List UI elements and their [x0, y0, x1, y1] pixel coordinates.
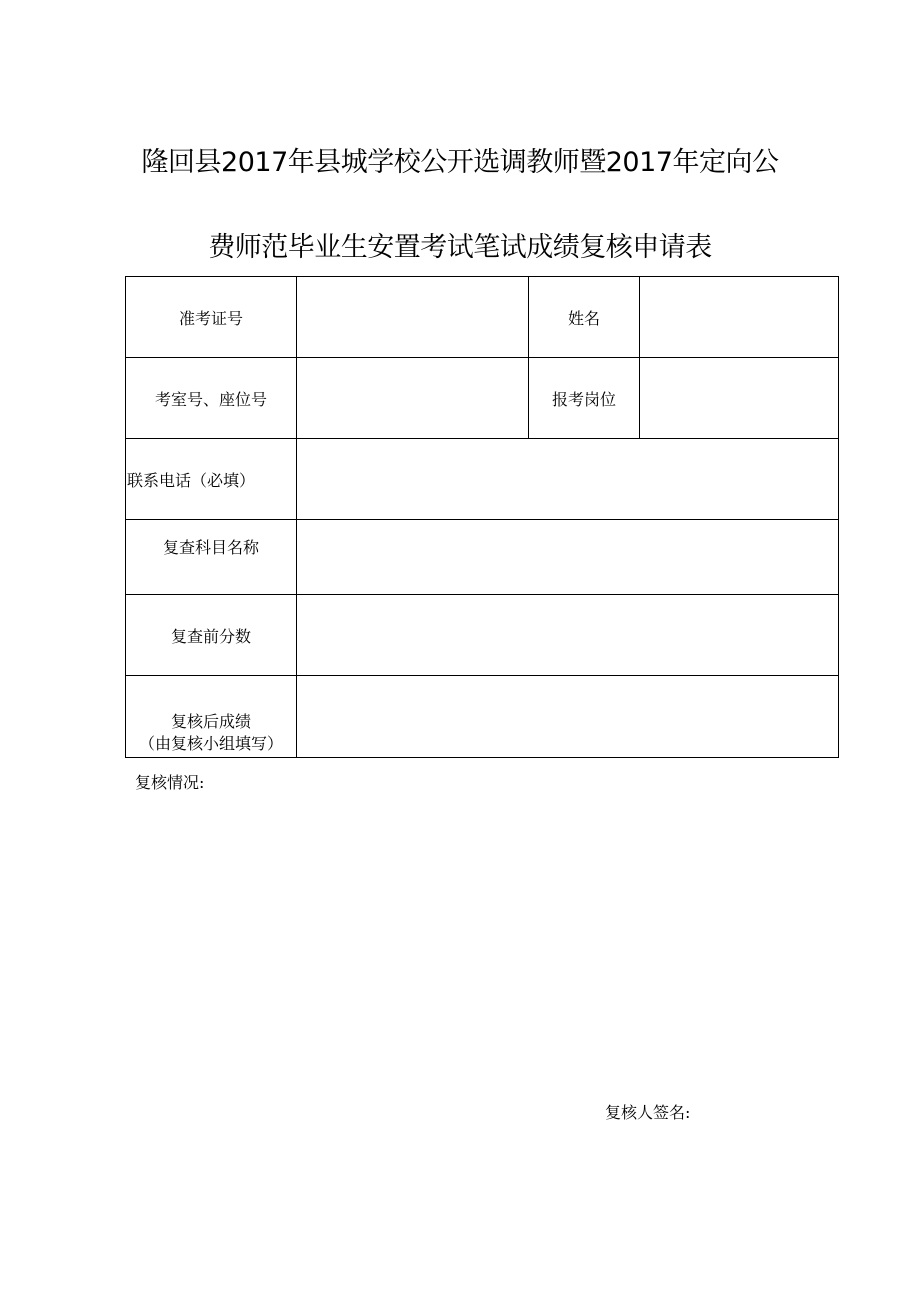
exam-id-label: 准考证号 [126, 277, 297, 358]
score-after-label: 复核后成绩 [170, 712, 251, 731]
position-label: 报考岗位 [529, 358, 640, 439]
exam-id-field[interactable] [297, 277, 529, 358]
table-row [126, 277, 839, 358]
table-row [126, 520, 839, 595]
name-field[interactable] [640, 277, 839, 358]
score-after-note: （由复核小组填写） [138, 734, 283, 753]
application-form-table [125, 276, 839, 758]
position-field[interactable] [640, 358, 839, 439]
table-row [126, 676, 839, 758]
room-seat-field[interactable] [297, 358, 529, 439]
document-title-line-1: 隆回县2017年县城学校公开选调教师暨2017年定向公 [141, 147, 779, 178]
review-situation-label: 复核情况: [135, 773, 205, 792]
table-row [126, 439, 839, 520]
score-after-field[interactable] [297, 676, 839, 758]
score-after-label-cell [126, 676, 297, 758]
score-before-label: 复查前分数 [126, 595, 297, 676]
table-row [126, 595, 839, 676]
room-seat-label: 考室号、座位号 [126, 358, 297, 439]
subject-field[interactable] [297, 520, 839, 595]
score-before-field[interactable] [297, 595, 839, 676]
phone-field[interactable] [297, 439, 839, 520]
reviewer-signature-label: 复核人签名: [605, 1103, 691, 1122]
phone-label: 联系电话（必填） [126, 439, 297, 520]
table-row [126, 358, 839, 439]
name-label: 姓名 [529, 277, 640, 358]
subject-label: 复查科目名称 [126, 520, 297, 595]
document-title-line-2: 费师范毕业生安置考试笔试成绩复核申请表 [208, 232, 712, 263]
